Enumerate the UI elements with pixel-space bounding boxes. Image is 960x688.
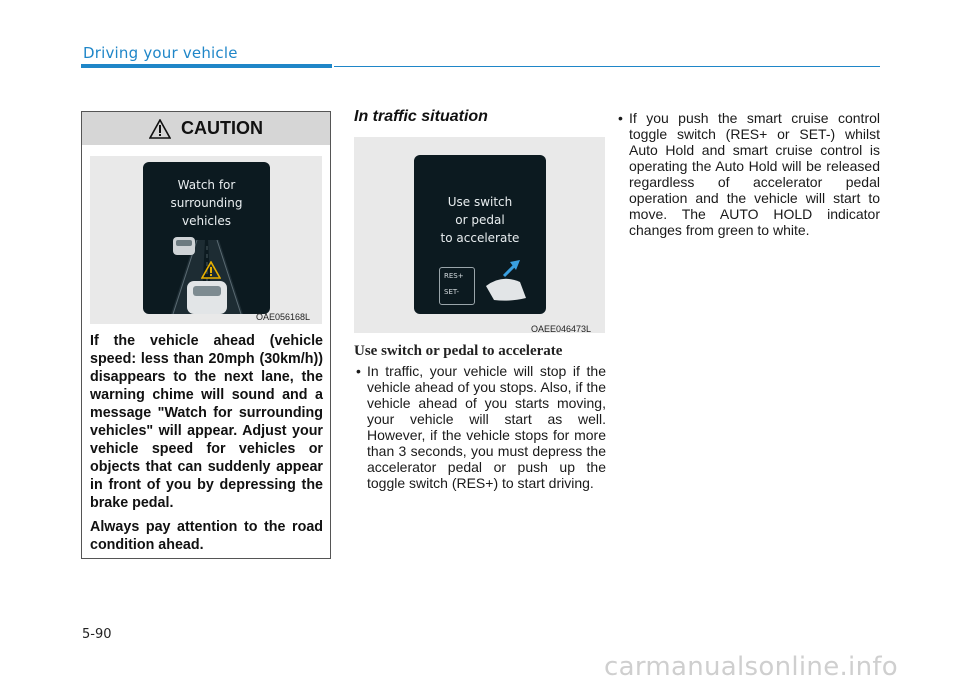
list-item: • If you push the smart cruise control toggle switch (RES+ or SET-) whilst Auto Hold and smart cruise control is operating the Auto Hold will be released regardless of accelerator pedal operation and the vehicle will start to move. The AUTO HOLD indicator changes from green to white. (616, 110, 880, 238)
caution-box (81, 111, 331, 559)
section-title: Driving your vehicle (83, 44, 238, 62)
cluster-display (414, 155, 546, 314)
accelerator-pedal-icon (480, 258, 540, 308)
switch-label: RES+ (444, 272, 464, 280)
caution-paragraph: If the vehicle ahead (vehicle speed: less than 20mph (30km/h)) disappears to the next lane, the warning chime will sound and a message "Watch for surrounding vehicles" will appear. Adjust your vehicle speed for vehicles or objects that can suddenly appear in front of you by depressing the brake pedal. (90, 333, 323, 511)
header-rule (334, 66, 880, 67)
figure-code: OAE056168L (256, 312, 311, 322)
list-item: • In traffic, your vehicle will stop if the vehicle ahead of you stops. Also, if the vehicle ahead of you starts moving, your vehicle will start as well. However, if the vehicle stops for more than 3 seconds, you must depress the accelerator pedal or push up the toggle switch (RES+) to start driving. (354, 363, 606, 491)
display-message-line: to accelerate (440, 231, 520, 245)
road-scene-illustration (143, 162, 270, 314)
warning-icon (149, 119, 171, 139)
page-number: 5-90 (82, 627, 112, 642)
caution-figure (90, 156, 322, 324)
caution-paragraph: Always pay attention to the road condition ahead. (90, 519, 323, 553)
switch-label: SET- (444, 288, 460, 296)
subheading: Use switch or pedal to accelerate (354, 343, 563, 359)
caution-body (90, 332, 323, 560)
caution-header (82, 112, 330, 145)
caution-title: CAUTION (181, 118, 263, 138)
display-message-line: surrounding (170, 196, 243, 210)
display-message-line: Watch for (177, 178, 236, 192)
bullet-list (354, 363, 606, 491)
cluster-display (143, 162, 270, 314)
toggle-switch-graphic (439, 267, 475, 305)
middle-column (354, 108, 606, 491)
caution-triangle-icon (201, 261, 221, 279)
display-message-line: vehicles (182, 214, 231, 228)
display-message (414, 193, 546, 247)
bullet-list (616, 110, 880, 238)
display-message-line: or pedal (455, 213, 505, 227)
watermark: carmanualsonline.info (604, 652, 899, 682)
display-message-line: Use switch (447, 195, 513, 209)
section-heading: In traffic situation (354, 108, 488, 125)
figure-code: OAEE046473L (531, 324, 592, 334)
header-bar (81, 64, 332, 68)
traffic-figure (354, 137, 605, 333)
